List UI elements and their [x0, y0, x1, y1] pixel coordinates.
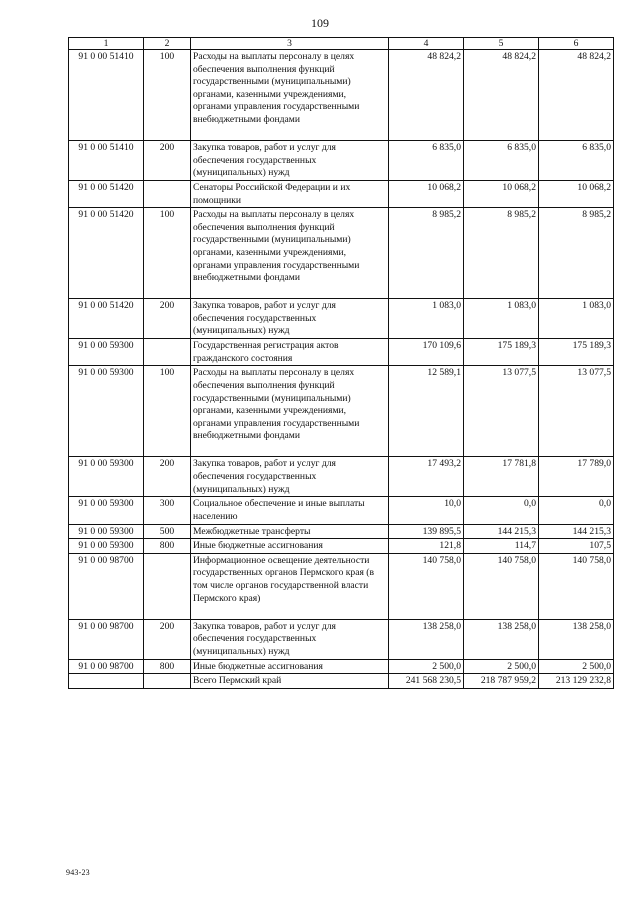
row-year3: 48 824,2	[539, 50, 614, 141]
row-year1: 12 589,1	[389, 366, 464, 457]
row-year1: 17 493,2	[389, 457, 464, 497]
row-name: Иные бюджетные ассигнования	[191, 539, 389, 554]
row-year2: 144 215,3	[464, 524, 539, 539]
row-year1: 138 258,0	[389, 619, 464, 659]
table-header-row	[69, 38, 614, 50]
header-col-2: 2	[144, 38, 191, 50]
row-code: 91 0 00 59300	[69, 497, 144, 524]
row-type: 300	[144, 497, 191, 524]
row-year1: 241 568 230,5	[389, 674, 464, 689]
row-name: Иные бюджетные ассигнования	[191, 659, 389, 674]
row-year3: 107,5	[539, 539, 614, 554]
header-col-6: 6	[539, 38, 614, 50]
row-year1: 1 083,0	[389, 299, 464, 339]
table-row	[69, 299, 614, 339]
row-year3: 1 083,0	[539, 299, 614, 339]
row-year2: 6 835,0	[464, 141, 539, 181]
row-year1: 139 895,5	[389, 524, 464, 539]
row-code: 91 0 00 98700	[69, 553, 144, 619]
table-row	[69, 524, 614, 539]
row-year2: 2 500,0	[464, 659, 539, 674]
budget-table	[68, 37, 614, 689]
row-year2: 8 985,2	[464, 208, 539, 299]
row-name: Социальное обеспечение и иные выплаты населению	[191, 497, 389, 524]
header-col-4: 4	[389, 38, 464, 50]
row-year3: 10 068,2	[539, 181, 614, 208]
row-code: 91 0 00 51420	[69, 181, 144, 208]
row-name: Закупка товаров, работ и услуг для обеспечения государственных (муниципальных) нужд	[191, 457, 389, 497]
row-code: 91 0 00 98700	[69, 659, 144, 674]
row-year2: 1 083,0	[464, 299, 539, 339]
document-code: 943-23	[66, 868, 90, 877]
row-name: Государственная регистрация актов гражданского состояния	[191, 339, 389, 366]
row-type	[144, 674, 191, 689]
row-year1: 2 500,0	[389, 659, 464, 674]
row-code: 91 0 00 51410	[69, 141, 144, 181]
row-name: Расходы на выплаты персоналу в целях обеспечения выполнения функций государственными (муниципальными) органами, казенными учреждениями, органами управления государственными внебюджетными фондами	[191, 208, 389, 299]
row-name: Закупка товаров, работ и услуг для обеспечения государственных (муниципальных) нужд	[191, 619, 389, 659]
row-year1: 170 109,6	[389, 339, 464, 366]
row-code: 91 0 00 98700	[69, 619, 144, 659]
table-row	[69, 659, 614, 674]
row-name: Закупка товаров, работ и услуг для обеспечения государственных (муниципальных) нужд	[191, 299, 389, 339]
table-row	[69, 181, 614, 208]
table-row	[69, 141, 614, 181]
row-type: 200	[144, 457, 191, 497]
row-year1: 10 068,2	[389, 181, 464, 208]
row-year3: 17 789,0	[539, 457, 614, 497]
row-code: 91 0 00 51420	[69, 299, 144, 339]
row-year2: 175 189,3	[464, 339, 539, 366]
row-code	[69, 674, 144, 689]
row-type: 200	[144, 299, 191, 339]
row-type: 100	[144, 50, 191, 141]
row-year2: 17 781,8	[464, 457, 539, 497]
table-row	[69, 366, 614, 457]
row-year3: 140 758,0	[539, 553, 614, 619]
row-year3: 144 215,3	[539, 524, 614, 539]
header-col-3: 3	[191, 38, 389, 50]
row-year2: 218 787 959,2	[464, 674, 539, 689]
row-name: Информационное освещение деятельности государственных органов Пермского края (в том числе органов государственной власти Пермского края)	[191, 553, 389, 619]
row-type: 500	[144, 524, 191, 539]
table-row	[69, 208, 614, 299]
row-year3: 2 500,0	[539, 659, 614, 674]
row-year1: 121,8	[389, 539, 464, 554]
row-name: Закупка товаров, работ и услуг для обеспечения государственных (муниципальных) нужд	[191, 141, 389, 181]
row-code: 91 0 00 51420	[69, 208, 144, 299]
header-col-1: 1	[69, 38, 144, 50]
row-type	[144, 553, 191, 619]
row-year2: 13 077,5	[464, 366, 539, 457]
row-year2: 114,7	[464, 539, 539, 554]
table-row	[69, 339, 614, 366]
row-type: 100	[144, 366, 191, 457]
row-type: 200	[144, 141, 191, 181]
table-row	[69, 50, 614, 141]
table-row	[69, 539, 614, 554]
row-year1: 6 835,0	[389, 141, 464, 181]
row-year3: 6 835,0	[539, 141, 614, 181]
row-type: 200	[144, 619, 191, 659]
row-year3: 8 985,2	[539, 208, 614, 299]
row-name: Сенаторы Российской Федерации и их помощники	[191, 181, 389, 208]
row-type: 800	[144, 539, 191, 554]
row-year2: 0,0	[464, 497, 539, 524]
table-row-total	[69, 674, 614, 689]
row-name: Расходы на выплаты персоналу в целях обеспечения выполнения функций государственными (муниципальными) органами, казенными учреждениями, органами управления государственными внебюджетными фондами	[191, 50, 389, 141]
table-row	[69, 553, 614, 619]
row-code: 91 0 00 51410	[69, 50, 144, 141]
row-name: Всего Пермский край	[191, 674, 389, 689]
table-row	[69, 457, 614, 497]
row-year2: 140 758,0	[464, 553, 539, 619]
row-code: 91 0 00 59300	[69, 539, 144, 554]
row-type: 800	[144, 659, 191, 674]
row-year3: 175 189,3	[539, 339, 614, 366]
row-code: 91 0 00 59300	[69, 524, 144, 539]
row-type	[144, 181, 191, 208]
row-year3: 213 129 232,8	[539, 674, 614, 689]
row-year2: 10 068,2	[464, 181, 539, 208]
table-row	[69, 619, 614, 659]
row-year1: 140 758,0	[389, 553, 464, 619]
row-type: 100	[144, 208, 191, 299]
row-year2: 48 824,2	[464, 50, 539, 141]
row-year3: 138 258,0	[539, 619, 614, 659]
row-year2: 138 258,0	[464, 619, 539, 659]
row-type	[144, 339, 191, 366]
row-code: 91 0 00 59300	[69, 457, 144, 497]
row-year1: 10,0	[389, 497, 464, 524]
row-code: 91 0 00 59300	[69, 339, 144, 366]
header-col-5: 5	[464, 38, 539, 50]
row-name: Межбюджетные трансферты	[191, 524, 389, 539]
table-row	[69, 497, 614, 524]
row-year3: 13 077,5	[539, 366, 614, 457]
row-year1: 8 985,2	[389, 208, 464, 299]
row-year3: 0,0	[539, 497, 614, 524]
row-name: Расходы на выплаты персоналу в целях обеспечения выполнения функций государственными (муниципальными) органами, казенными учреждениями, органами управления государственными внебюджетными фондами	[191, 366, 389, 457]
row-year1: 48 824,2	[389, 50, 464, 141]
row-code: 91 0 00 59300	[69, 366, 144, 457]
page-number: 109	[311, 16, 329, 30]
